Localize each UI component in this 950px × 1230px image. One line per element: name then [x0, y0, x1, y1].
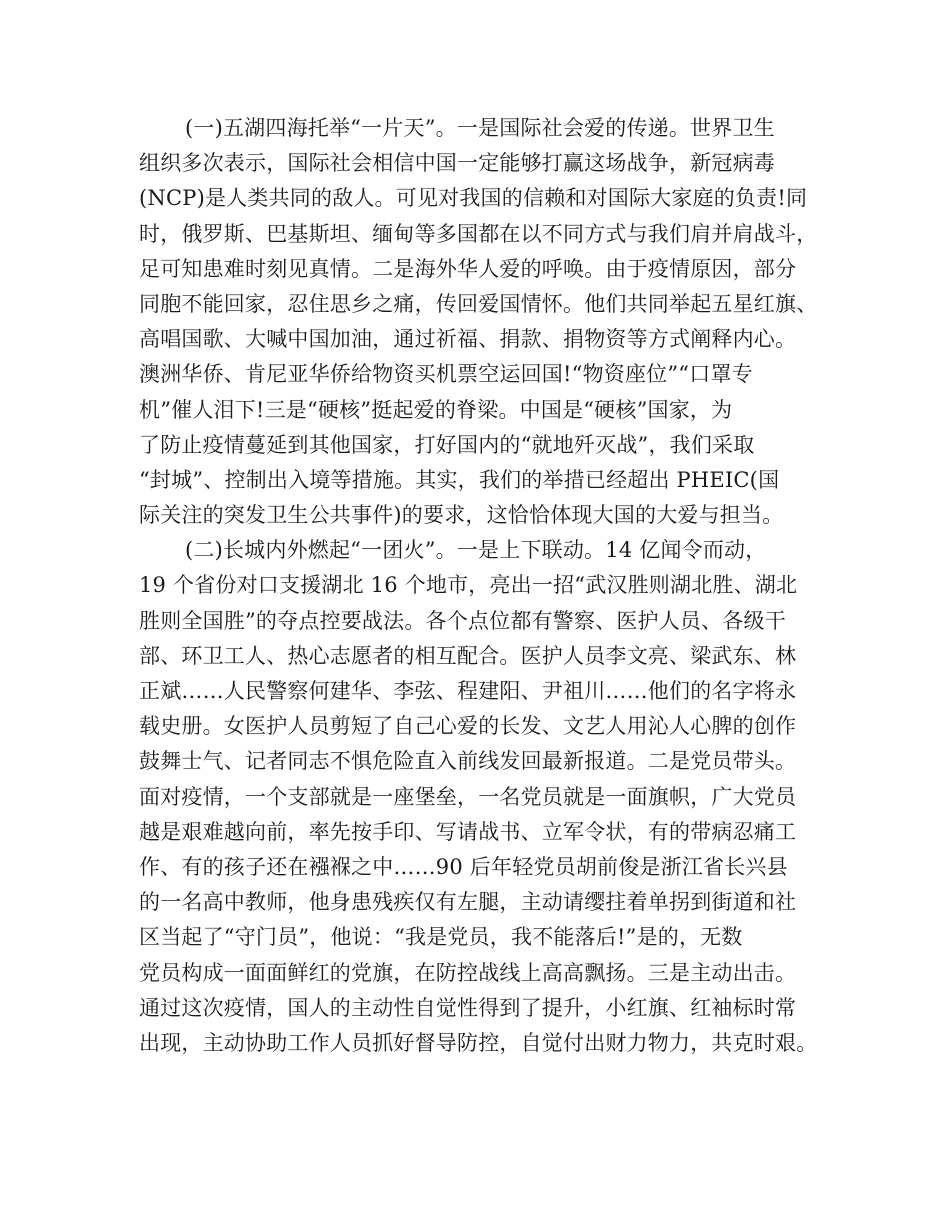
paragraph-line: (一)五湖四海托举“一片天”。一是国际社会爱的传递。世界卫生 [185, 116, 775, 140]
paragraph-line: 澳洲华侨、肯尼亚华侨给物资买机票空运回国!“物资座位”“口罩专 [139, 362, 753, 387]
paragraph-line: 高唱国歌、大喊中国加油，通过祈福、捐款、捐物资等方式阐释内心。 [139, 327, 797, 352]
paragraph-line: 越是艰难越向前，率先按手印、写请战书、立军令状，有的带病忍痛工 [139, 819, 797, 844]
paragraph-line: 同胞不能回家，忍住思乡之痛，传回爱国情怀。他们共同举起五星红旗、 [139, 291, 818, 316]
paragraph-line: 区当起了“守门员”，他说：“我是党员，我不能落后!”是的，无数 [139, 925, 743, 950]
paragraph-line: 胜则全国胜”的夺点控要战法。各个点位都有警察、医护人员、各级干 [139, 608, 786, 633]
paragraph-line: 际关注的突发卫生公共事件)的要求，这恰恰体现大国的大爱与担当。 [139, 503, 784, 528]
paragraph-line: 鼓舞士气、记者同志不惧危险直入前线发回最新报道。二是党员带头。 [139, 749, 797, 774]
paragraph-line: 19 个省份对口支援湖北 16 个地市，亮出一招“武汉胜则湖北胜、湖北 [139, 573, 798, 598]
paragraph-line: 党员构成一面面鲜红的党旗，在防控战线上高高飘扬。三是主动出击。 [139, 960, 797, 985]
paragraph-line: 组织多次表示，国际社会相信中国一定能够打赢这场战争，新冠病毒 [139, 151, 775, 176]
paragraph-line: 足可知患难时刻见真情。二是海外华人爱的呼唤。由于疫情原因，部分 [139, 256, 797, 281]
paragraph-line: 的一名高中教师，他身患残疾仅有左腿，主动请缨拄着单拐到街道和社 [139, 890, 797, 915]
paragraph-line: 出现，主动协助工作人员抓好督导防控，自觉付出财力物力，共克时艰。 [139, 1030, 818, 1055]
paragraph-line: 正斌……人民警察何建华、李弦、程建阳、尹祖川……他们的名字将永 [139, 679, 797, 703]
paragraph-line: 载史册。女医护人员剪短了自己心爱的长发、文艺人用沁人心脾的创作 [139, 714, 797, 739]
document-body [139, 111, 829, 1061]
paragraph-line: 时，俄罗斯、巴基斯坦、缅甸等多国都在以不同方式与我们肩并肩战斗， [139, 221, 818, 246]
paragraph-line: 部、环卫工人、热心志愿者的相互配合。医护人员李文亮、梁武东、林 [139, 643, 797, 668]
paragraph-line: “封城”、控制出入境等措施。其实，我们的举措已经超出 PHEIC(国 [139, 467, 780, 492]
paragraph-line: (NCP)是人类共同的敌人。可见对我国的信赖和对国际大家庭的负责!同 [139, 186, 808, 211]
paragraph-line: 面对疫情，一个支部就是一座堡垒，一名党员就是一面旗帜，广大党员 [139, 784, 797, 809]
paragraph-line: (二)长城内外燃起“一团火”。一是上下联动。14 亿闻令而动， [185, 538, 767, 563]
paragraph-1 [139, 111, 829, 533]
paragraph-line: 了防止疫情蔓延到其他国家，打好国内的“就地歼灭战”，我们采取 [139, 432, 755, 457]
paragraph-2 [139, 533, 829, 1061]
paragraph-line: 机”催人泪下!三是“硬核”挺起爱的脊梁。中国是“硬核”国家，为 [139, 397, 733, 422]
paragraph-line: 通过这次疫情，国人的主动性自觉性得到了提升，小红旗、红袖标时常 [139, 995, 797, 1020]
paragraph-line: 作、有的孩子还在襁褓之中……90 后年轻党员胡前俊是浙江省长兴县 [139, 854, 788, 879]
